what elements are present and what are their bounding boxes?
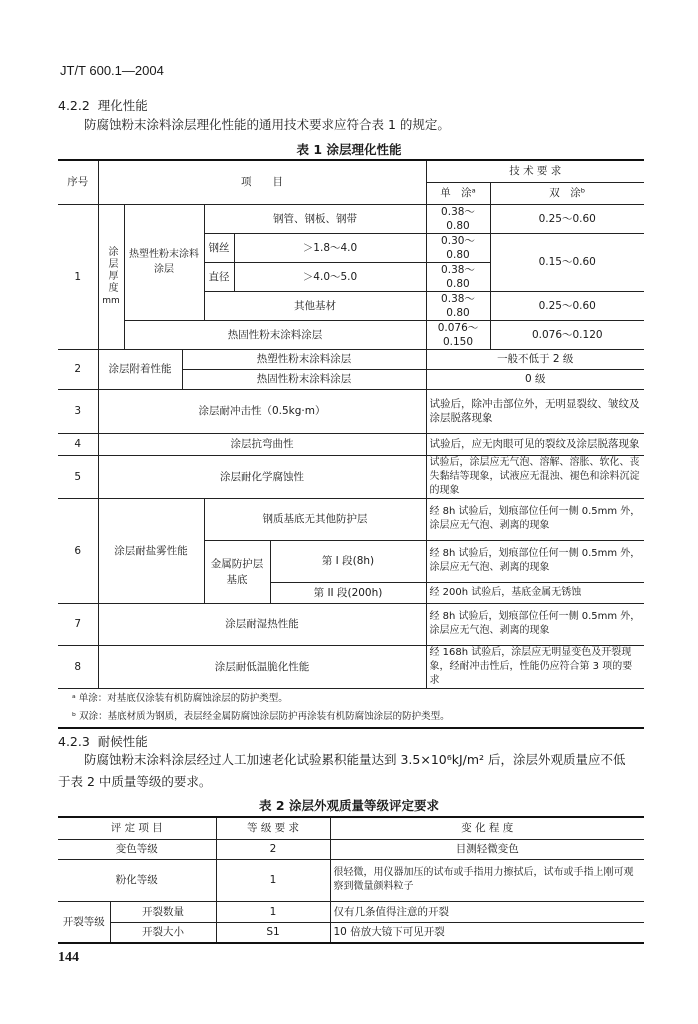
section-number: 4.2.2 — [58, 98, 90, 113]
table2 — [58, 816, 644, 944]
row1-diameter: 直径 — [204, 262, 234, 291]
header-item: 项 目 — [98, 160, 426, 204]
section-4-2-2-paragraph: 防腐蚀粉末涂料涂层理化性能的通用技术要求应符合表 1 的规定。 — [84, 117, 450, 132]
row8-label: 涂层耐低温脆化性能 — [98, 645, 426, 688]
t2-row-crack-size-degree: 10 倍放大镜下可见开裂 — [330, 922, 644, 943]
row3-label: 涂层耐冲击性（0.5kg·m） — [98, 389, 426, 433]
row3-value: 试验后，除冲击部位外，无明显裂纹、皱纹及涂层脱落现象 — [426, 389, 644, 433]
header-single-coat: 单 涂ᵃ — [426, 182, 490, 204]
header-requirement: 技 术 要 求 — [426, 160, 644, 182]
row7-value: 经 8h 试验后，划痕部位任何一侧 0.5mm 外，涂层应无气泡、剥离的现象 — [426, 603, 644, 645]
row4-seq: 4 — [58, 433, 98, 455]
header-seq: 序号 — [58, 160, 98, 204]
row2-thermoset: 热固性粉末涂料涂层 — [182, 369, 426, 389]
row1-label: 涂层厚度 mm — [98, 204, 124, 349]
row1-seq: 1 — [58, 204, 98, 349]
row2-seq: 2 — [58, 349, 98, 389]
t2-header-degree: 变 化 程 度 — [330, 817, 644, 839]
row8-seq: 8 — [58, 645, 98, 688]
row6-stage1-value: 经 8h 试验后，划痕部位任何一侧 0.5mm 外，涂层应无气泡、剥离的现象 — [426, 540, 644, 582]
t2-row-crack-count: 开裂数量 — [110, 901, 216, 922]
row1-pipe-single: 0.38～0.80 — [426, 204, 490, 233]
row6-label: 涂层耐盐雾性能 — [98, 498, 204, 603]
table1 — [58, 159, 644, 729]
row6-stage2: 第 II 段(200h) — [270, 582, 426, 603]
row1-other-double: 0.25～0.60 — [490, 291, 644, 320]
row2-label: 涂层附着性能 — [98, 349, 182, 389]
row5-seq: 5 — [58, 455, 98, 498]
t2-row-crack-count-degree: 仅有几条值得注意的开裂 — [330, 901, 644, 922]
section-4-2-3-heading — [58, 732, 148, 750]
note-b: ᵇ 双涂：基底材质为钢质，表层经金属防腐蚀涂层防护再涂装有机防腐蚀涂层的防护类型。 — [72, 710, 450, 722]
row1-other: 其他基材 — [204, 291, 426, 320]
section-title: 耐候性能 — [97, 734, 148, 749]
section-title: 理化性能 — [97, 98, 148, 113]
row2-thermoset-value: 0 级 — [426, 369, 644, 389]
row6-seq: 6 — [58, 498, 98, 603]
table1-notes — [58, 688, 644, 728]
row2-thermoplastic: 热塑性粉末涂料涂层 — [182, 349, 426, 369]
row1-other-single: 0.38～0.80 — [426, 291, 490, 320]
t2-row-color-degree: 目测轻微变色 — [330, 839, 644, 859]
t2-row-chalk-degree: 很轻微，用仪器加压的试布或手指用力擦拭后，试布或手指上刚可观察到微量颜料粒子 — [330, 859, 644, 901]
t2-crack-group: 开裂等级 — [58, 901, 110, 943]
row3-seq: 3 — [58, 389, 98, 433]
row1-thermoset: 热固性粉末涂料涂层 — [124, 320, 426, 349]
row2-thermoplastic-value: 一般不低于 2 级 — [426, 349, 644, 369]
running-header: JT/T 600.1—2004 — [60, 63, 164, 78]
row1-thermoplastic: 热塑性粉末涂料涂层 — [124, 204, 204, 320]
section-4-2-2-heading — [58, 96, 148, 114]
page-number: 144 — [58, 950, 79, 965]
row1-thermoset-single: 0.076～0.150 — [426, 320, 490, 349]
section-number: 4.2.3 — [58, 734, 90, 749]
row1-range1: ＞1.8～4.0 — [234, 233, 426, 262]
row1-wire1-single: 0.30～0.80 — [426, 233, 490, 262]
t2-row-chalk: 粉化等级 — [58, 859, 216, 901]
row7-seq: 7 — [58, 603, 98, 645]
row5-value: 试验后，涂层应无气泡、溶解、溶胀、软化、丧失黏结等现象，试液应无混浊、褪色和涂料沉淀的现象 — [426, 455, 644, 498]
t2-row-color-grade: 2 — [216, 839, 330, 859]
t2-row-chalk-grade: 1 — [216, 859, 330, 901]
row8-value: 经 168h 试验后，涂层应无明显变色及开裂现象，经耐冲击性后，性能仍应符合第 3 项的要求 — [426, 645, 644, 688]
t2-header-grade: 等 级 要 求 — [216, 817, 330, 839]
section-4-2-3-paragraph-2: 于表 2 中质量等级的要求。 — [58, 774, 212, 789]
note-a: ᵃ 单涂：对基底仅涂装有机防腐蚀涂层的防护类型。 — [72, 692, 288, 704]
table1-caption: 表 1 涂层理化性能 — [296, 142, 402, 157]
row6-steel-value: 经 8h 试验后，划痕部位任何一侧 0.5mm 外，涂层应无气泡、剥离的现象 — [426, 498, 644, 540]
section-4-2-3-paragraph-1: 防腐蚀粉末涂料涂层经过人工加速老化试验累积能量达到 3.5×10⁶kJ/m² 后，涂层外观质量应不低 — [84, 752, 626, 767]
t2-row-color: 变色等级 — [58, 839, 216, 859]
row4-value: 试验后，应无肉眼可见的裂纹及涂层脱落现象 — [426, 433, 644, 455]
row5-label: 涂层耐化学腐蚀性 — [98, 455, 426, 498]
row6-metal-base: 金属防护层基底 — [204, 540, 270, 603]
t2-row-crack-count-grade: 1 — [216, 901, 330, 922]
row1-wire2-single: 0.38～0.80 — [426, 262, 490, 291]
row4-label: 涂层抗弯曲性 — [98, 433, 426, 455]
row6-stage1: 第 I 段(8h) — [270, 540, 426, 582]
row1-pipe-double: 0.25～0.60 — [490, 204, 644, 233]
row1-thermoset-double: 0.076～0.120 — [490, 320, 644, 349]
t2-row-crack-size-grade: S1 — [216, 922, 330, 943]
row1-wire-double: 0.15～0.60 — [490, 233, 644, 291]
t2-row-crack-size: 开裂大小 — [110, 922, 216, 943]
row1-range2: ＞4.0～5.0 — [234, 262, 426, 291]
table2-caption: 表 2 涂层外观质量等级评定要求 — [259, 798, 439, 813]
t2-header-item: 评 定 项 目 — [58, 817, 216, 839]
row6-steel-base: 钢质基底无其他防护层 — [204, 498, 426, 540]
row1-pipe: 钢管、钢板、钢带 — [204, 204, 426, 233]
row6-stage2-value: 经 200h 试验后，基底金属无锈蚀 — [426, 582, 644, 603]
header-double-coat: 双 涂ᵇ — [490, 182, 644, 204]
row7-label: 涂层耐湿热性能 — [98, 603, 426, 645]
row1-wire: 钢丝 — [204, 233, 234, 262]
